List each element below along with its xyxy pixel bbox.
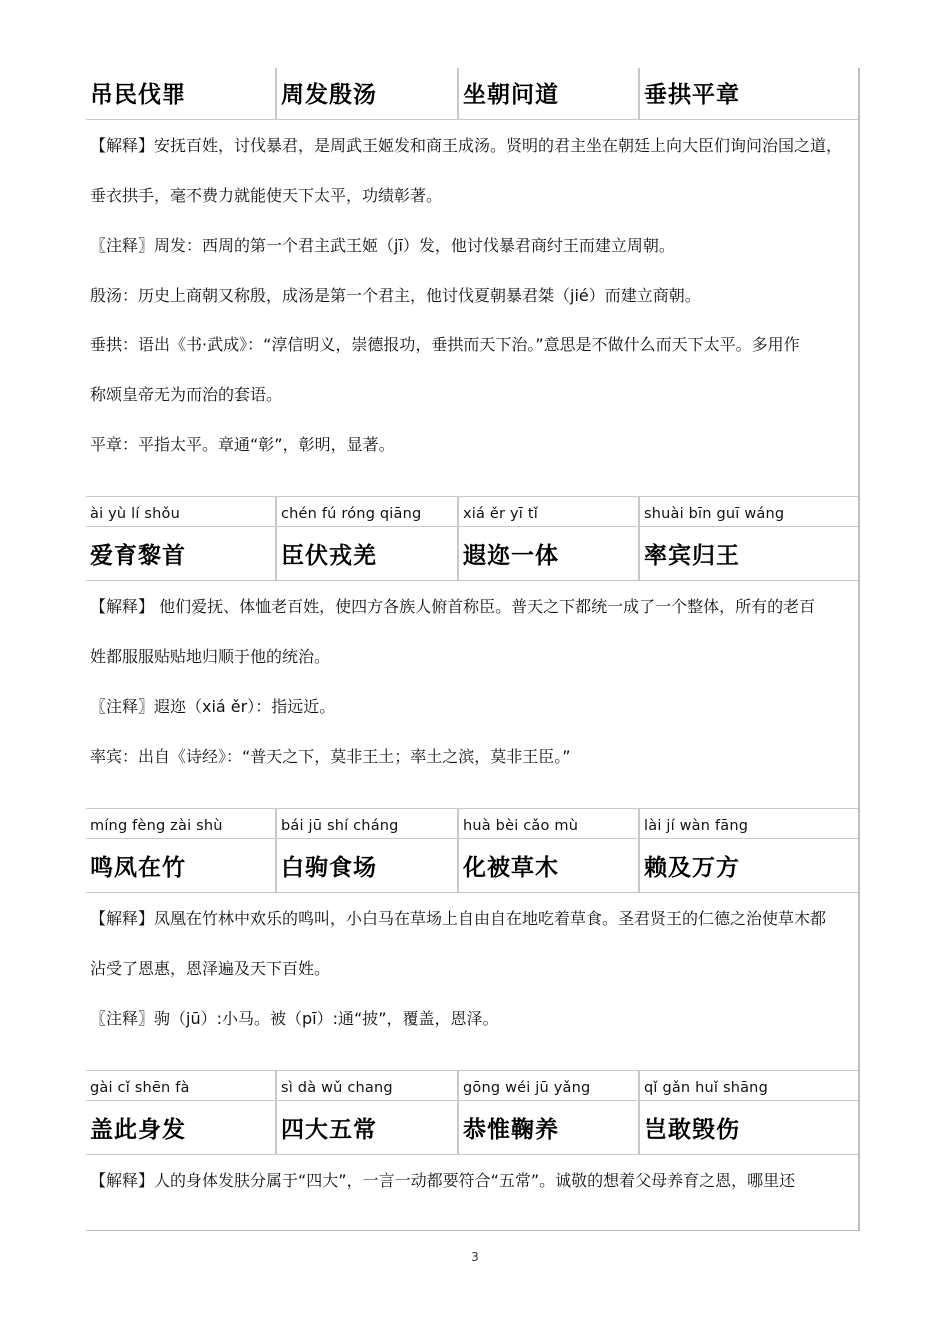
idiom-table-4 — [86, 1070, 858, 1156]
idiom-pinyin: shuài bīn guī wáng — [644, 506, 785, 522]
idiom-pinyin: huà bèi cǎo mù — [463, 818, 579, 834]
idiom-table-2 — [86, 496, 858, 582]
idiom-pinyin: ài yù lí shǒu — [90, 506, 180, 522]
idiom-cell — [638, 68, 858, 119]
idiom-hanzi: 周发殷汤 — [281, 82, 377, 108]
idiom-pinyin: lài jí wàn fāng — [644, 818, 749, 834]
idiom-cell — [275, 809, 457, 892]
idiom-table-3 — [86, 808, 858, 894]
idiom-pinyin: xiá ěr yī tǐ — [463, 506, 538, 522]
explanation-line: 【解释】人的身体发肤分属于“四大”，一言一动都要符合“五常”。诚敬的想着父母养育之恩，哪里还 — [90, 1171, 796, 1190]
idiom-cell — [457, 497, 638, 580]
idiom-hanzi: 坐朝问道 — [463, 82, 559, 108]
annotation-line: 平章：平指太平。章通“彰”，彰明，显著。 — [90, 435, 395, 454]
idiom-pinyin: gōng wéi jū yǎng — [463, 1080, 591, 1096]
idiom-pinyin: míng fèng zài shù — [90, 818, 223, 834]
idiom-hanzi: 岂敢毁伤 — [644, 1117, 740, 1143]
annotation-line: 称颂皇帝无为而治的套语。 — [90, 385, 283, 404]
idiom-hanzi: 遐迩一体 — [463, 543, 559, 569]
explanation-line: 【解释】 他们爱抚、体恤老百姓，使四方各族人俯首称臣。普天之下都统一成了一个整体，所有的老百 — [90, 597, 816, 616]
idiom-cell — [86, 1071, 275, 1154]
annotation-line: 率宾：出自《诗经》：“普天之下，莫非王土；率土之滨，莫非王臣。” — [90, 747, 571, 766]
idiom-hanzi: 盖此身发 — [90, 1117, 186, 1143]
annotation-line: 〖注释〗驹（jū）:小马。被（pī）:通“披”，覆盖，恩泽。 — [90, 1009, 499, 1028]
idiom-cell — [638, 1071, 858, 1154]
explanation-line: 【解释】安抚百姓，讨伐暴君，是周武王姬发和商王成汤。贤明的君主坐在朝廷上向大臣们询问治国之道， — [90, 136, 843, 155]
idiom-pinyin: bái jū shí cháng — [281, 818, 399, 834]
idiom-hanzi: 臣伏戎羌 — [281, 543, 377, 569]
table-rule — [86, 892, 858, 893]
idiom-hanzi: 吊民伐罪 — [90, 82, 186, 108]
idiom-cell — [638, 497, 858, 580]
idiom-cell — [86, 809, 275, 892]
idiom-hanzi: 化被草木 — [463, 855, 559, 881]
idiom-cell — [638, 809, 858, 892]
annotation-line: 〖注释〗遐迩（xiá ěr）：指远近。 — [90, 697, 336, 716]
bottom-border-line — [86, 1230, 860, 1231]
idiom-cell — [457, 809, 638, 892]
idiom-pinyin: qǐ gǎn huǐ shāng — [644, 1080, 768, 1096]
table-rule — [86, 1154, 858, 1155]
idiom-pinyin: chén fú róng qiāng — [281, 506, 422, 522]
idiom-hanzi: 白驹食场 — [281, 855, 377, 881]
idiom-hanzi: 鸣凤在竹 — [90, 855, 186, 881]
idiom-hanzi: 率宾归王 — [644, 543, 740, 569]
table-rule — [86, 580, 858, 581]
explanation-line: 沾受了恩惠，恩泽遍及天下百姓。 — [90, 959, 331, 978]
idiom-cell — [275, 68, 457, 119]
idiom-hanzi: 垂拱平章 — [644, 82, 740, 108]
idiom-pinyin: gài cǐ shēn fà — [90, 1080, 190, 1096]
page-number: 3 — [471, 1250, 479, 1264]
explanation-line: 【解释】凤凰在竹林中欢乐的鸣叫，小白马在草场上自由自在地吃着草食。圣君贤王的仁德之治使草木都 — [90, 909, 827, 928]
idiom-hanzi: 爱育黎首 — [90, 543, 186, 569]
idiom-hanzi: 四大五常 — [281, 1117, 377, 1143]
annotation-line: 垂拱：语出《书·武成》：“淳信明义，崇德报功，垂拱而天下治。”意思是不做什么而天下太平。多用作 — [90, 335, 800, 354]
idiom-cell — [275, 1071, 457, 1154]
idiom-cell — [86, 497, 275, 580]
explanation-line: 姓都服服贴贴地归顺于他的统治。 — [90, 647, 331, 666]
idiom-cell — [457, 68, 638, 119]
idiom-pinyin: sì dà wǔ chang — [281, 1080, 393, 1096]
idiom-cell — [86, 68, 275, 119]
annotation-line: 殷汤：历史上商朝又称殷，成汤是第一个君主，他讨伐夏朝暴君桀（jié）而建立商朝。 — [90, 286, 701, 305]
idiom-cell — [275, 497, 457, 580]
idiom-hanzi: 恭惟鞠养 — [463, 1117, 559, 1143]
idiom-hanzi: 赖及万方 — [644, 855, 740, 881]
table-rule — [86, 119, 858, 120]
annotation-line: 〖注释〗周发：西周的第一个君主武王姬（jī）发，他讨伐暴君商纣王而建立周朝。 — [90, 236, 675, 255]
idiom-cell — [457, 1071, 638, 1154]
explanation-line: 垂衣拱手，毫不费力就能使天下太平，功绩彰著。 — [90, 186, 443, 205]
idiom-table-1 — [86, 68, 858, 120]
